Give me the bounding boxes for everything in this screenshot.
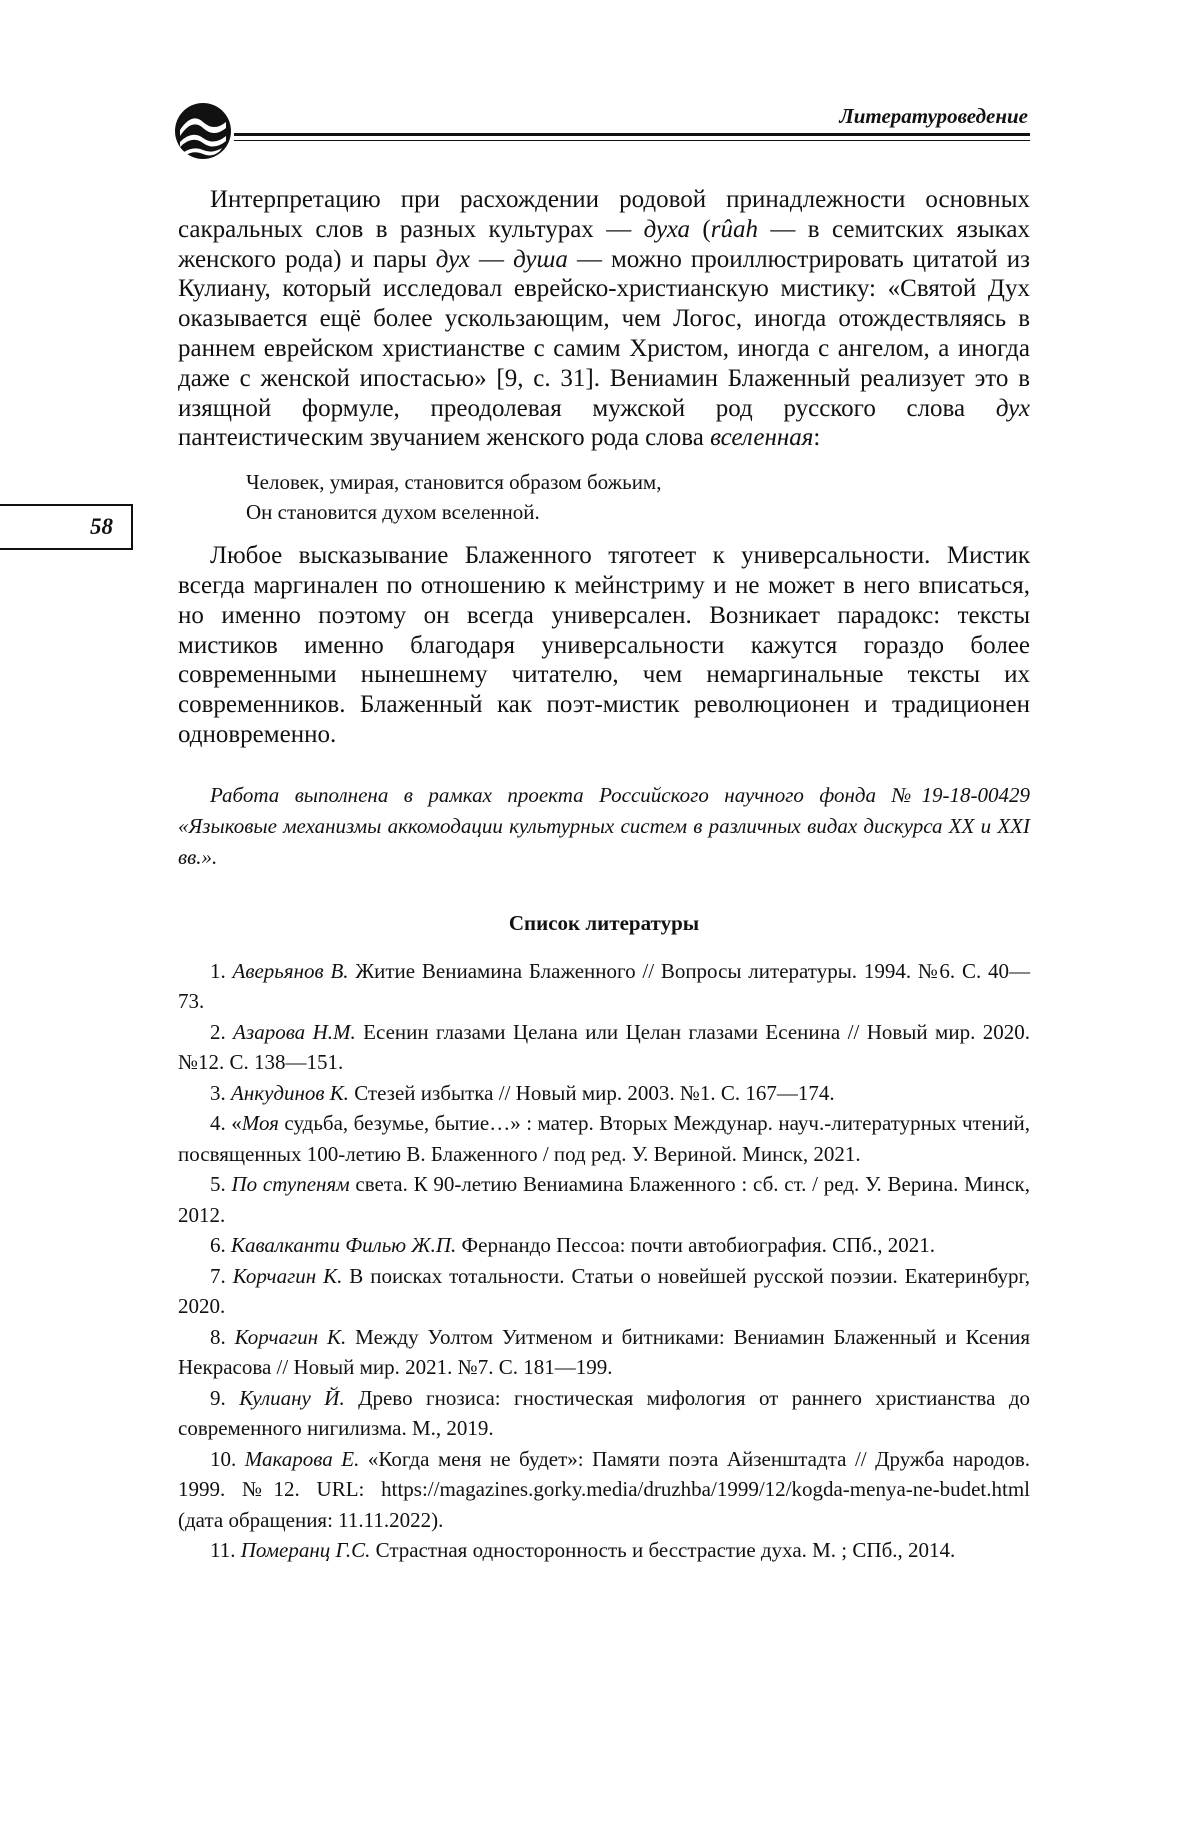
reference-item: [178, 1261, 1030, 1322]
reference-number: 4. «: [210, 1111, 242, 1136]
italic-run: духа: [643, 215, 690, 243]
reference-item: [178, 1078, 1030, 1109]
paragraph-1: [178, 185, 1030, 453]
poem-line-2: Он становится духом вселенной.: [246, 500, 540, 525]
reference-text: судьба, безумье, бытие…» : матер. Вторых Междунар. науч.-литературных чтений, посвященных 100-летию В. Блаженного / под ред. У. Вериной. Минск, 2021.: [178, 1111, 1030, 1166]
italic-run: rûah: [710, 215, 758, 243]
reference-text: Страстная односторонность и бесстрастие духа. М. ; СПб., 2014.: [370, 1538, 956, 1563]
reference-author: Анкудинов К.: [231, 1080, 349, 1105]
text-run: (: [689, 215, 711, 243]
section-title: Литературоведение: [839, 104, 1028, 128]
header-rule: [234, 133, 1030, 136]
reference-author: Макарова Е.: [244, 1446, 360, 1471]
header-rule-thin: [234, 140, 1030, 141]
references-title: Список литературы: [508, 910, 700, 935]
reference-item: [178, 1017, 1030, 1078]
text-run: пантеистическим звучанием женского рода слова: [178, 424, 711, 452]
italic-run: вселенная: [710, 424, 814, 452]
reference-text: Древо гнозиса: гностическая мифология от раннего христианства до современного нигилизма. М., 2019.: [178, 1385, 1031, 1441]
reference-number: 1.: [210, 958, 233, 983]
reference-item: [178, 1322, 1030, 1383]
text-run: — можно проиллюстрировать цитатой из Кулиану, который исследовал еврейско-христианскую мистику: «Святой Дух оказывается ещё более ускользающим, чем Логос, иногда отождествляясь в раннем еврейском христианстве с самим Христом, иногда с ангелом, а иногда даже с женской ипостасью» [9, с. 31]. Вениамин Блаженный реализует это в изящной формуле, преодолевая мужской род русского слова: [178, 245, 1030, 422]
reference-item: [178, 1535, 1030, 1566]
text-run: :: [813, 424, 821, 452]
reference-item: [178, 1169, 1030, 1230]
funding-note: Работа выполнена в рамках проекта Российского научного фонда №19-18-00429 «Языковые механизмы аккомодации культурных систем в различных видах дискурса XX и XXI вв.».: [178, 782, 1030, 869]
reference-item: [178, 1444, 1030, 1536]
poem-line-1: Человек, умирая, становится образом божьим,: [246, 470, 662, 495]
reference-number: 8.: [210, 1324, 235, 1349]
text-run: —: [469, 245, 514, 273]
reference-author: Азарова Н.М.: [233, 1019, 356, 1044]
reference-author: Корчагин К.: [232, 1263, 343, 1288]
reference-author: Померанц Г.С.: [240, 1538, 371, 1563]
italic-run: дух: [435, 245, 470, 273]
reference-text: Есенин глазами Целана или Целан глазами Есенина // Новый мир. 2020. №12. С. 138—151.: [178, 1019, 1030, 1075]
reference-number: 6.: [210, 1233, 231, 1258]
reference-author: Кавалканти Филью Ж.П.: [231, 1233, 457, 1258]
page-number-text: 58: [90, 514, 113, 539]
italic-run: душа: [513, 245, 568, 273]
reference-text: Житие Вениамина Блаженного // Вопросы литературы. 1994. №6. С. 40—73.: [178, 958, 1031, 1014]
italic-run: дух: [995, 394, 1030, 422]
reference-number: 7.: [210, 1263, 233, 1288]
paragraph-2: Любое высказывание Блаженного тяготеет к универсальности. Мистик всегда маргинален по отношению к мейнстриму и не может в него вписаться, но именно поэтому он всегда универсален. Возникает парадокс: тексты мистиков именно благодаря универсальности кажутся гораздо более современными нынешнему читателю, чем немаргинальные тексты их современников. Блаженный как поэт-мистик революционен и традиционен одновременно.: [178, 542, 1030, 748]
reference-author: По ступеням: [231, 1172, 350, 1197]
reference-item: [178, 1230, 1030, 1261]
reference-text: В поисках тотальности. Статьи о новейшей русской поэзии. Екатеринбург, 2020.: [178, 1263, 1030, 1319]
reference-number: 2.: [210, 1019, 234, 1044]
reference-item: [178, 956, 1030, 1017]
reference-number: 5.: [210, 1172, 232, 1197]
page-number: [0, 504, 133, 550]
journal-logo-icon: [172, 100, 234, 162]
reference-text: Стезей избытка // Новый мир. 2003. №1. С. 167—174.: [348, 1080, 835, 1105]
reference-number: 11.: [210, 1538, 241, 1563]
reference-author: Аверьянов В.: [232, 958, 349, 983]
reference-text: света. К 90-летию Вениамина Блаженного : сб. ст. / ред. У. Верина. Минск, 2012.: [178, 1172, 1031, 1227]
reference-number: 3.: [210, 1080, 231, 1105]
references-list: [178, 956, 1030, 1566]
main-content: [178, 185, 1030, 1566]
reference-item: [178, 1108, 1030, 1169]
reference-text: Фернандо Пессоа: почти автобиография. СПб., 2021.: [456, 1233, 935, 1258]
poem-quote: [246, 467, 1030, 527]
reference-author: Кулиану Й.: [239, 1385, 345, 1410]
reference-number: 9.: [210, 1385, 240, 1410]
text-run: — в семитских языках женского рода) и пары: [178, 215, 1031, 273]
reference-author: Корчагин К.: [234, 1324, 347, 1349]
reference-text: «Когда меня не будет»: Памяти поэта Айзенштадта // Дружба народов. 1999. №12. URL: https://magazines.gorky.media/druzhba/1999/12/kogda-menya-ne-budet.html (дата обращения: 11.11.2022).: [178, 1446, 1031, 1532]
reference-number: 10.: [210, 1446, 245, 1471]
reference-item: [178, 1383, 1030, 1444]
text-run: Интерпретацию при расхождении родовой принадлежности основных сакральных слов в разных культурах —: [178, 186, 1030, 243]
reference-author: Моя: [241, 1111, 279, 1136]
reference-text: Между Уолтом Уитменом и битниками: Вениамин Блаженный и Ксения Некрасова // Новый мир. 2021. №7. С. 181—199.: [178, 1324, 1030, 1380]
